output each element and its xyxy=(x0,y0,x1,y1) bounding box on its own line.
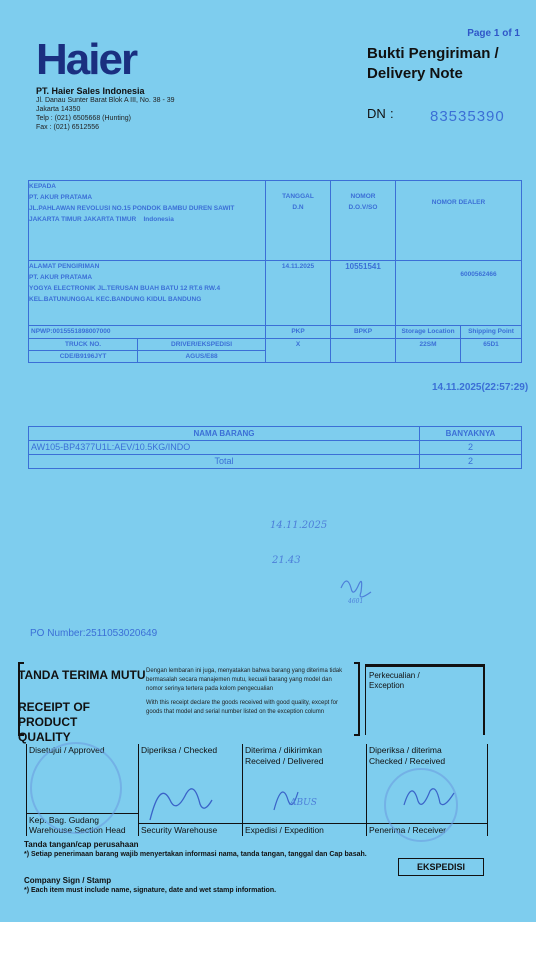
tanggal-value: 14.11.2025 xyxy=(281,263,315,270)
total-value: 2 xyxy=(420,455,522,469)
title-line-2: Delivery Note xyxy=(367,65,463,82)
perkecualian-label: Perkecualian / Exception xyxy=(369,671,420,690)
bpkp-value xyxy=(331,339,396,363)
dn-number: 83535390 xyxy=(430,108,505,125)
items-table xyxy=(28,426,522,469)
page-indicator: Page 1 of 1 xyxy=(467,28,520,39)
bracket-right xyxy=(354,662,360,736)
footer-company-stamp-id: Tanda tangan/cap perusahaan xyxy=(24,840,139,849)
table-row xyxy=(29,441,522,455)
bpkp-label: BPKP xyxy=(331,326,396,339)
shipping-point-value: 65D1 xyxy=(461,339,522,363)
tanda-terima-mutu-text: Dengan lembaran ini juga, menyatakan bahwa barang yang diterima tidak bermasalah secara manajemen mutu, kecuali barang yang model dan nomor serinya tertera pada kolom pengecualian xyxy=(146,668,343,692)
signature-received-delivered: Diterima / dikirimkan Received / Delivered Expedisi / Expedition xyxy=(242,744,367,836)
alamat-city: KEL.BATUNUNGGAL KEC.BANDUNG KIDUL BANDUNG xyxy=(29,296,202,303)
ekspedisi-label: EKSPEDISI xyxy=(398,858,484,876)
truck-value: CDE/B9196JYT xyxy=(29,351,138,363)
receipt-of-product-quality-title: RECEIPT OF PRODUCT QUALITY xyxy=(18,700,91,744)
company-address-line: Jl. Danau Sunter Barat Blok A III, No. 38 - 39 xyxy=(36,97,175,104)
nomor-dealer-label: NOMOR DEALER xyxy=(431,199,486,206)
handwritten-expedition-name: ABUS xyxy=(290,798,317,808)
footer-note-id: *) Setiap penerimaan barang wajib menyertakan informasi nama, tanda tangan, tanggal dan Cap basah. xyxy=(24,851,367,858)
shipping-point-label: Shipping Point xyxy=(461,326,522,339)
npwp: NPWP:0015551898007000 xyxy=(29,326,266,339)
company-phone: Telp : (021) 6505668 (Hunting) xyxy=(36,115,131,122)
signature-approved: Disetujui / Approved Kep. Bag. Gudang Warehouse Section Head xyxy=(26,744,139,836)
dn-label: DN xyxy=(367,106,386,121)
document-title xyxy=(367,44,499,84)
pkp-value: X xyxy=(266,339,331,363)
tanda-terima-mutu-title: TANDA TERIMA MUTU xyxy=(18,668,146,682)
company-fax: Fax : (021) 6512556 xyxy=(36,124,100,131)
signature-receiver: Diperiksa / diterima Checked / Received Penerima / Receiver xyxy=(366,744,488,836)
footer-note-en: *) Each item must include name, signature, date and wet stamp information. xyxy=(24,887,277,894)
handwritten-date: 14.11.2025 xyxy=(270,520,328,531)
item-qty: 2 xyxy=(420,441,522,455)
signature-receiver-scribble xyxy=(400,775,470,815)
haier-logo: Haier xyxy=(36,35,137,84)
alamat-label: ALAMAT PENGIRIMAN xyxy=(29,263,100,270)
do-sub-label: D.O.V/SO xyxy=(348,204,378,211)
company-address-line: Jakarta 14350 xyxy=(36,106,81,113)
nomor-label: NOMOR xyxy=(350,193,376,200)
exception-box xyxy=(365,664,485,735)
alamat-address: YOGYA ELECTRONIK JL.TERUSAN BUAH BATU 12 RT.6 RW.4 xyxy=(29,285,221,292)
handwritten-time: 21.43 xyxy=(272,555,301,566)
kepada-name: PT. AKUR PRATAMA xyxy=(29,194,93,201)
kepada-label: KEPADA xyxy=(29,183,56,190)
title-line-1: Bukti Pengiriman / xyxy=(367,45,499,62)
footer-company-stamp-en: Company Sign / Stamp xyxy=(24,876,112,885)
col-banyaknya: BANYAKNYA xyxy=(420,427,522,441)
nomor-value: 10551541 xyxy=(345,262,381,271)
print-timestamp: 14.11.2025(22:57:29) xyxy=(432,382,529,393)
driver-label: DRIVER/EKSPEDISI xyxy=(138,339,265,351)
signature-checked-scribble xyxy=(140,770,220,830)
pkp-label: PKP xyxy=(266,326,331,339)
company-name: PT. Haier Sales Indonesia xyxy=(36,86,145,96)
truck-driver-subtable xyxy=(29,339,265,362)
signature-checked: Diperiksa / Checked Security Warehouse xyxy=(138,744,243,836)
receipt-of-product-quality-text: With this receipt declare the goods received with good quality, except for goods that model and serial number listed on the exception column xyxy=(146,700,338,715)
alamat-name: PT. AKUR PRATAMA xyxy=(29,274,93,281)
handwritten-initial: 4601 xyxy=(348,598,364,605)
kepada-country: Indonesia xyxy=(143,216,174,223)
item-name: AW105-BP4377U1L:AEV/10.5KG/INDO xyxy=(29,441,420,455)
tanggal-label: TANGGAL xyxy=(282,193,314,200)
kepada-city: JAKARTA TIMUR JAKARTA TIMUR Indonesia xyxy=(29,216,174,223)
truck-label: TRUCK NO. xyxy=(29,339,138,351)
company-stamp-approved xyxy=(30,742,122,834)
signature-expedition-scribble xyxy=(268,770,318,820)
dn-colon: : xyxy=(390,106,394,121)
dealer-value: 6000562466 xyxy=(460,271,497,278)
storage-location-value: 22SM xyxy=(396,339,461,363)
po-number: PO Number:2511053020649 xyxy=(30,628,158,639)
driver-value: AGUS/E88 xyxy=(185,353,218,360)
kepada-address: JL.PAHLAWAN REVOLUSI NO.15 PONDOK BAMBU DUREN SAWIT xyxy=(29,205,235,212)
col-nama-barang: NAMA BARANG xyxy=(29,427,420,441)
delivery-info-table xyxy=(28,180,522,363)
total-label: Total xyxy=(29,455,420,469)
storage-location-label: Storage Location xyxy=(396,326,461,339)
dn-sub-label: D.N xyxy=(292,204,304,211)
